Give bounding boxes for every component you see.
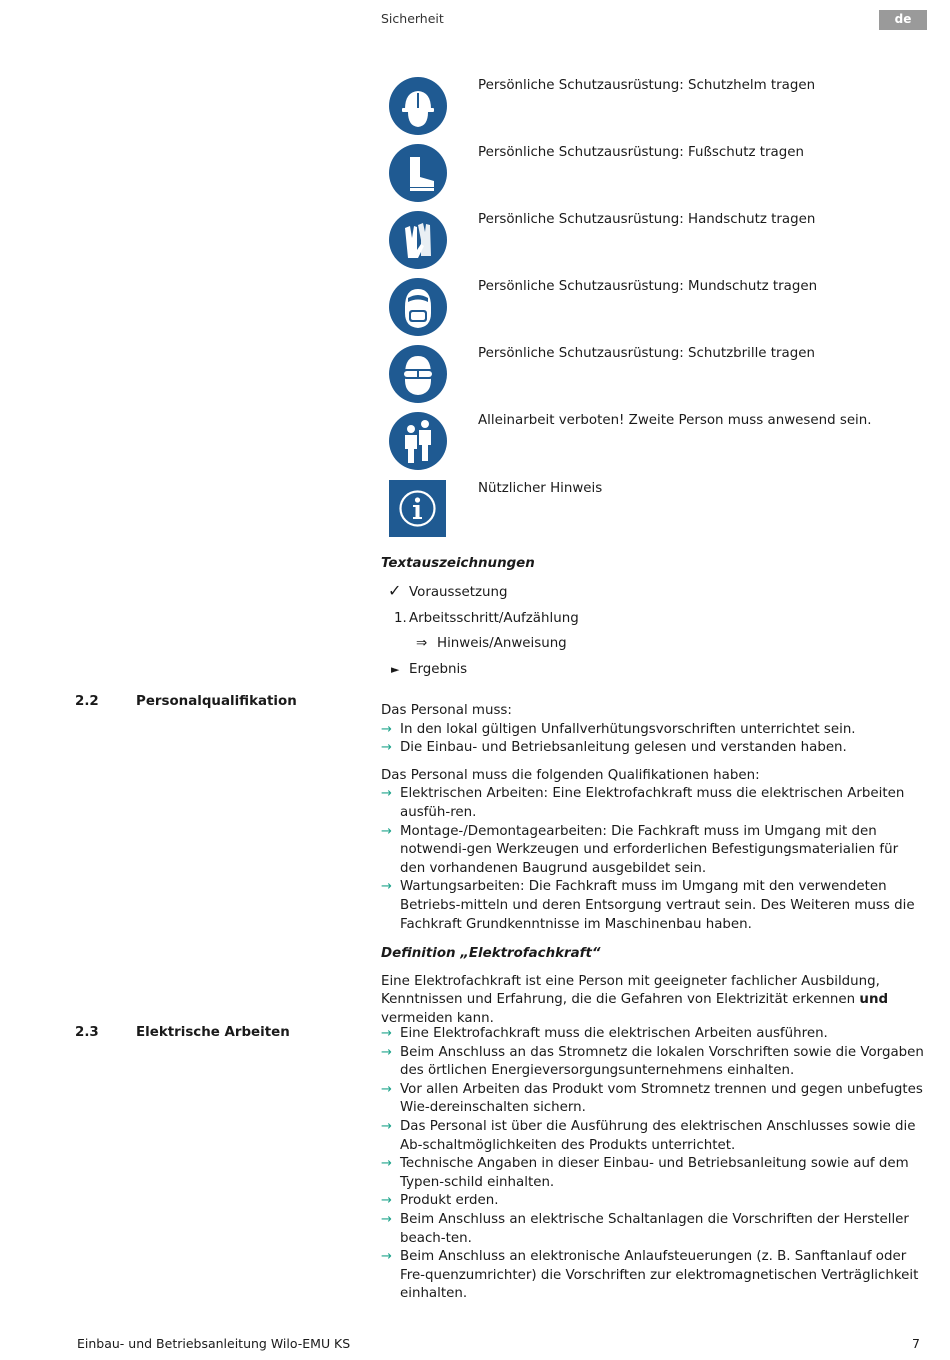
list-item: → Eine Elektrofachkraft muss die elektrischen Arbeiten ausführen.: [381, 1025, 926, 1044]
step-number: 1.: [394, 611, 407, 626]
list-item: → Beim Anschluss an elektrische Schaltanlagen die Vorschriften der Hersteller beach-ten.: [381, 1211, 909, 1246]
list-item: → In den lokal gültigen Unfallverhütungsvorschriften unterrichtet sein.: [381, 721, 926, 740]
arrow-icon: →: [381, 1081, 392, 1097]
definition-heading: Definition „Elektrofachkraft“: [381, 946, 601, 962]
list-item: → Die Einbau- und Betriebsanleitung gelesen und verstanden haben.: [381, 739, 926, 758]
bullet-list: [381, 785, 926, 934]
list-item: → Beim Anschluss an das Stromnetz die lokalen Vorschriften sowie die Vorgaben des örtlichen Energieversorgungsunternehmens einhalten.: [381, 1044, 924, 1079]
list-item: → Beim Anschluss an elektronische Anlaufsteuerungen (z. B. Sanftanlauf oder Fre-quenzumrichter) die Vorschriften zur elektromagnetischen Verträglichkeit einhalten.: [381, 1249, 919, 1302]
arrow-icon: →: [381, 1193, 392, 1209]
symbol-label-two-persons: Alleinarbeit verboten! Zweite Person muss anwesend sein.: [478, 413, 872, 428]
page-number: 7: [912, 1336, 920, 1351]
arrow-icon: →: [381, 1044, 392, 1060]
paragraph: Das Personal muss die folgenden Qualifikationen haben:: [381, 767, 760, 783]
bullet-list: [381, 1025, 926, 1304]
arrow-icon: →: [381, 823, 392, 839]
symbol-label-goggles: Persönliche Schutzausrüstung: Schutzbrille tragen: [478, 346, 815, 361]
hint-text: Hinweis/Anweisung: [437, 636, 567, 651]
section-number: 2.2: [75, 694, 99, 709]
definition-text: Eine Elektrofachkraft ist eine Person mit geeigneter fachlicher Ausbildung, Kenntnissen und Erfahrung, die die Gefahren von Elektrizität erkennen und vermeiden kann.: [381, 973, 889, 1026]
arrow-icon: →: [381, 740, 392, 756]
list-item: → Produkt erden.: [381, 1192, 926, 1211]
arrow-icon: →: [381, 1211, 392, 1227]
list-item: → Montage-/Demontagearbeiten: Die Fachkraft muss im Umgang mit den notwendi-gen Werkzeugen und erforderlichen Befestigungsmaterialien für den vorhandenen Baugrund ausgebildet sein.: [381, 823, 899, 876]
footer-document-title: Einbau- und Betriebsanleitung Wilo-EMU KS: [77, 1336, 351, 1351]
page-header-title: Sicherheit: [381, 11, 444, 26]
symbol-label-mask: Persönliche Schutzausrüstung: Mundschutz tragen: [478, 279, 818, 294]
info-icon: [388, 479, 448, 539]
gloves-icon: [388, 210, 448, 270]
step-text: Arbeitsschritt/Aufzählung: [409, 611, 579, 626]
arrow-icon: →: [381, 1118, 392, 1134]
section-title: Elektrische Arbeiten: [136, 1025, 290, 1040]
paragraph: Das Personal muss:: [381, 703, 512, 718]
check-text: Voraussetzung: [409, 585, 508, 600]
goggles-icon: [388, 344, 448, 404]
list-item: → Das Personal ist über die Ausführung des elektrischen Anschlusses sowie die Ab-schaltmöglichkeiten des Produkts unterrichtet.: [381, 1118, 916, 1153]
symbol-label-gloves: Persönliche Schutzausrüstung: Handschutz tragen: [478, 212, 816, 227]
section-title: Personalqualifikation: [136, 694, 297, 709]
list-item: → Wartungsarbeiten: Die Fachkraft muss im Umgang mit den verwendeten Betriebs-mitteln und deren Entsorgung vertraut sein. Des Weiteren muss die Fachkraft Grundkenntnisse im Maschinenbau haben.: [381, 879, 915, 932]
result-triangle-icon: ►: [391, 663, 400, 676]
list-item: → Vor allen Arbeiten das Produkt vom Stromnetz trennen und gegen unbefugtes Wie-dereinschalten sichern.: [381, 1081, 923, 1116]
symbol-label-info: Nützlicher Hinweis: [478, 481, 603, 496]
bullet-list: [381, 721, 926, 758]
check-icon: ✓: [388, 581, 402, 600]
list-item: → Technische Angaben in dieser Einbau- und Betriebsanleitung sowie auf dem Typen-schild einhalten.: [381, 1156, 909, 1190]
symbol-label-helmet: Persönliche Schutzausrüstung: Schutzhelm tragen: [478, 78, 816, 93]
boot-icon: [388, 143, 448, 203]
section-2-3-body: [381, 1025, 926, 1304]
helmet-icon: [388, 76, 448, 136]
double-arrow-icon: ⇒: [416, 636, 428, 651]
arrow-icon: →: [381, 721, 392, 737]
section-number: 2.3: [75, 1025, 99, 1040]
arrow-icon: →: [381, 1026, 392, 1041]
mask-icon: [388, 277, 448, 337]
section-2-2-body: [381, 702, 926, 1029]
symbol-label-boot: Persönliche Schutzausrüstung: Fußschutz tragen: [478, 145, 804, 160]
two-persons-icon: [388, 411, 448, 471]
arrow-icon: →: [381, 879, 392, 895]
language-badge: de: [879, 10, 927, 30]
markup-heading: Textauszeichnungen: [381, 556, 535, 571]
arrow-icon: →: [381, 1156, 392, 1172]
arrow-icon: →: [381, 1249, 392, 1265]
list-item: → Elektrischen Arbeiten: Eine Elektrofachkraft muss die elektrischen Arbeiten ausfüh-ren.: [381, 786, 905, 820]
arrow-icon: →: [381, 786, 392, 802]
result-text: Ergebnis: [409, 662, 468, 677]
